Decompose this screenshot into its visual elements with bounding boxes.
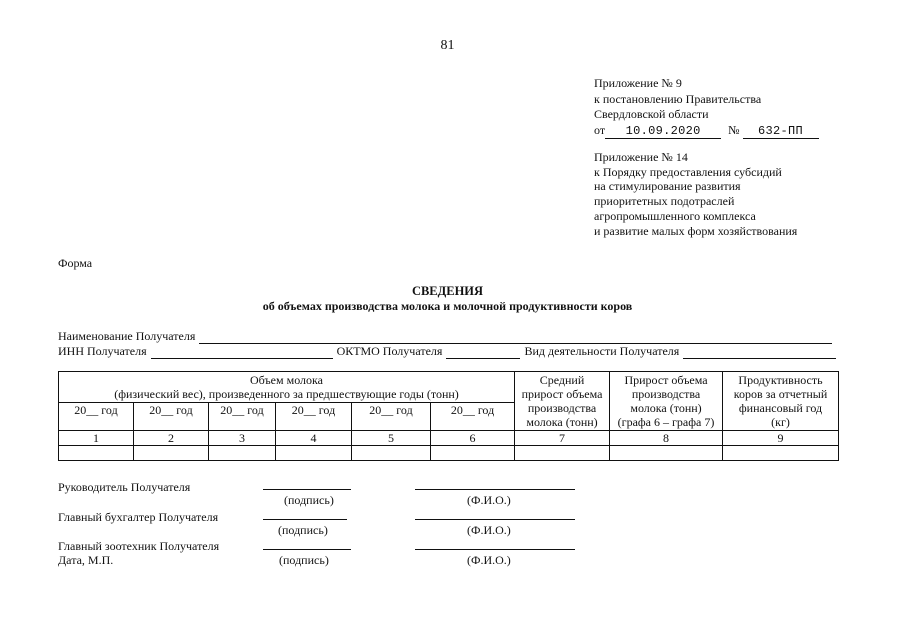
col7-header: Средний прирост объема производства молока (тонн) [515, 372, 610, 431]
column-number: 9 [723, 431, 839, 446]
number-prefix: № [728, 122, 740, 137]
col9-header: Продуктивность коров за отчетный финансовый год (кг) [723, 372, 839, 431]
column-number: 3 [209, 431, 276, 446]
column-number: 1 [59, 431, 134, 446]
column-number-row [59, 431, 839, 446]
year-header-5: 20__ год [352, 403, 431, 431]
accountant-signature-caption: (подпись) [278, 523, 328, 537]
production-table [58, 371, 839, 461]
head-signature-line[interactable] [263, 489, 351, 490]
decree-date: 10.09.2020 [605, 125, 721, 139]
activity-field[interactable] [683, 347, 836, 359]
head-name-line[interactable] [415, 489, 575, 490]
recipient-name-label: Наименование Получателя [58, 329, 196, 343]
zootechnician-name-caption: (Ф.И.О.) [467, 553, 511, 567]
inn-label: ИНН Получателя [58, 344, 147, 358]
page-number: 81 [440, 38, 455, 53]
document-title: СВЕДЕНИЯ [411, 284, 484, 298]
data-cell[interactable] [515, 446, 610, 461]
date-stamp-label: Дата, М.П. [58, 553, 114, 567]
data-cell[interactable] [59, 446, 134, 461]
year-header-6: 20__ год [431, 403, 515, 431]
data-cell[interactable] [723, 446, 839, 461]
recipient-name-row [58, 329, 832, 344]
zootechnician-signature-line[interactable] [263, 549, 351, 550]
decree-number: 632-ПП [743, 125, 819, 139]
data-cell[interactable] [610, 446, 723, 461]
zootechnician-label: Главный зоотехник Получателя [58, 539, 220, 553]
col8-header: Прирост объема производства молока (тонн) (графа 6 – графа 7) [610, 372, 723, 431]
data-cell[interactable] [209, 446, 276, 461]
appendix-14-line: Приложение № 14 [594, 150, 688, 164]
year-header-3: 20__ год [209, 403, 276, 431]
empty-data-row [59, 446, 839, 461]
year-header-4: 20__ год [276, 403, 352, 431]
year-header-2: 20__ год [134, 403, 209, 431]
column-number: 6 [431, 431, 515, 446]
form-label: Форма [58, 256, 93, 270]
accountant-name-caption: (Ф.И.О.) [467, 523, 511, 537]
data-cell[interactable] [431, 446, 515, 461]
appendix-9-line2: к постановлению Правительства [594, 91, 762, 106]
appendix-14-line: агропромышленного комплекса [594, 208, 756, 223]
oktmo-field[interactable] [446, 347, 520, 359]
appendix-14-line: к Порядку предоставления субсидий [594, 164, 782, 179]
appendix-14-line: приоритетных подотраслей [594, 194, 735, 209]
appendix-9-block [594, 76, 819, 139]
data-cell[interactable] [352, 446, 431, 461]
milk-volume-group-header: Объем молока (физический вес), произведенного за предшествующие годы (тонн) [59, 372, 515, 403]
year-header-1: 20__ год [59, 403, 134, 431]
column-number: 2 [134, 431, 209, 446]
appendix-9-line3: Свердловской области [594, 107, 709, 121]
inn-oktmo-row [58, 344, 836, 359]
head-name-caption: (Ф.И.О.) [467, 493, 511, 507]
column-number: 8 [610, 431, 723, 446]
appendix-9-date-number [594, 123, 819, 139]
recipient-name-field[interactable] [199, 332, 832, 344]
data-cell[interactable] [276, 446, 352, 461]
data-cell[interactable] [134, 446, 209, 461]
appendix-9-title: Приложение № 9 [594, 76, 682, 90]
oktmo-label: ОКТМО Получателя [336, 344, 443, 358]
head-label: Руководитель Получателя [58, 480, 191, 494]
activity-label: Вид деятельности Получателя [524, 344, 680, 358]
column-number: 7 [515, 431, 610, 446]
date-prefix: от [594, 122, 606, 137]
accountant-name-line[interactable] [415, 519, 575, 520]
column-number: 5 [352, 431, 431, 446]
zootechnician-name-line[interactable] [415, 549, 575, 550]
accountant-signature-line[interactable] [263, 519, 347, 520]
zootechnician-signature-caption: (подпись) [279, 553, 329, 567]
appendix-14-line: на стимулирование развития [594, 179, 741, 194]
document-subtitle: об объемах производства молока и молочной продуктивности коров [262, 299, 633, 313]
appendix-14-block [594, 150, 797, 238]
accountant-label: Главный бухгалтер Получателя [58, 510, 219, 524]
column-number: 4 [276, 431, 352, 446]
head-signature-caption: (подпись) [284, 493, 334, 507]
appendix-14-line: и развитие малых форм хозяйствования [594, 223, 798, 238]
inn-field[interactable] [151, 347, 333, 359]
